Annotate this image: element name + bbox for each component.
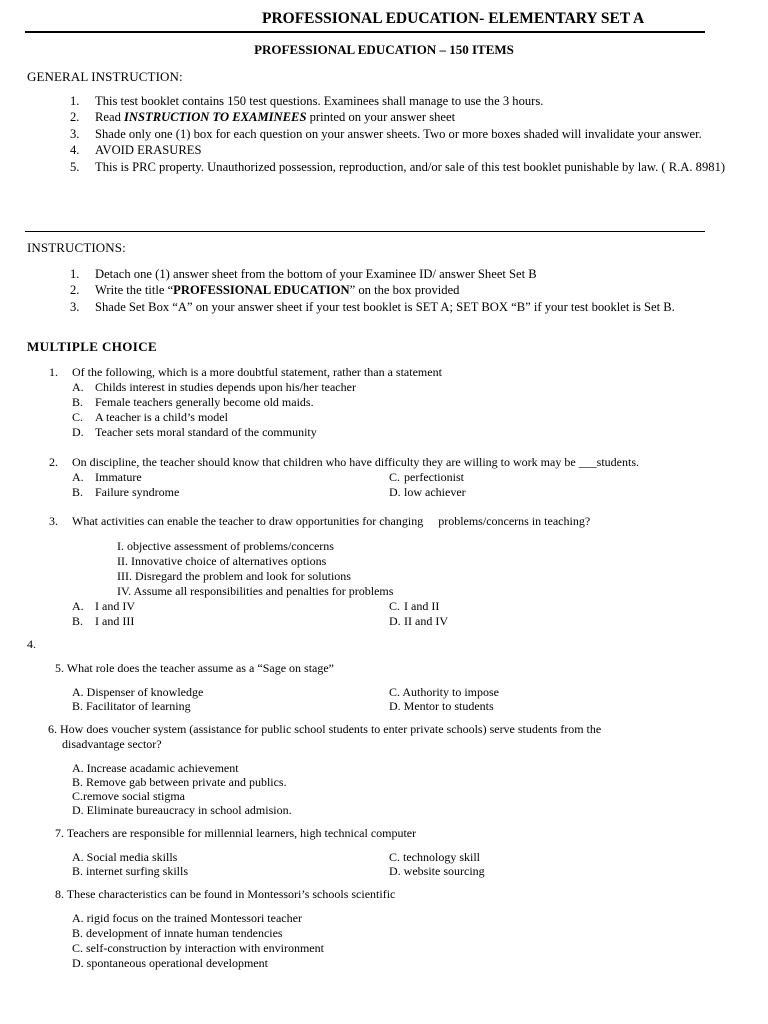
option-text: Teacher sets moral standard of the community: [95, 425, 317, 439]
header-rule: [25, 31, 705, 33]
emphasis-text: INSTRUCTION TO EXAMINEES: [124, 110, 307, 125]
option-text: C. technology skill: [389, 850, 480, 864]
option-text: A. Dispenser of knowledge: [72, 685, 204, 699]
general-instruction-list: [70, 93, 738, 175]
option-text: perfectionist: [404, 470, 464, 484]
option-text: A. Increase acadamic achievement: [72, 761, 239, 775]
question-3-text: What activities can enable the teacher to draw opportunities for changing problems/concerns in teaching?: [72, 514, 591, 528]
instructions-list: [70, 266, 738, 315]
question-1-text: Of the following, which is a more doubtful statement, rather than a statement: [72, 365, 442, 379]
option-text: I and II: [404, 599, 440, 613]
page-subtitle: PROFESSIONAL EDUCATION – 150 ITEMS: [254, 42, 514, 57]
option-letter: A.: [72, 380, 84, 394]
option-text: A. Social media skills: [72, 850, 178, 864]
option-letter: B.: [72, 485, 84, 499]
option-text: I and IV: [95, 599, 135, 613]
question-7-text: 7. Teachers are responsible for millennial learners, high technical computer: [55, 826, 417, 840]
question-6-text: 6. How does voucher system (assistance for public school students to enter private schools) serve students from the: [48, 722, 602, 736]
page-header-title: PROFESSIONAL EDUCATION- ELEMENTARY SET A: [262, 10, 645, 27]
option-letter: B.: [72, 614, 84, 628]
option-text: D. Eliminate bureaucracy in school admision.: [72, 803, 292, 817]
option-text: Immature: [95, 470, 142, 484]
question-8-text: 8. These characteristics can be found in Montessori’s schools scientific: [55, 887, 396, 901]
option-text: B. Remove gab between private and publics.: [72, 775, 287, 789]
option-text: D. website sourcing: [389, 864, 485, 878]
list-item: 1. Detach one (1) answer sheet from the bottom of your Examinee ID/ answer Sheet Set B: [70, 267, 537, 281]
option-text: C. Authority to impose: [389, 685, 500, 699]
option-text: II and IV: [404, 614, 448, 628]
list-item: 3. Shade only one (1) box for each question on your answer sheets. Two or more boxes shaded will invalidate your answer.: [70, 126, 702, 141]
option-letter: C.: [389, 599, 401, 613]
question-2-number: 2.: [49, 455, 58, 469]
option-text: Childs interest in studies depends upon his/her teacher: [95, 380, 356, 394]
option-letter: D.: [389, 485, 401, 499]
option-text: low achiever: [404, 485, 466, 499]
roman-item: II. Innovative choice of alternatives options: [117, 554, 327, 568]
option-text: A. rigid focus on the trained Montessori teacher: [72, 911, 302, 925]
option-text: B. Facilitator of learning: [72, 699, 191, 713]
question-3-number: 3.: [49, 514, 58, 528]
list-item: 2. Read INSTRUCTION TO EXAMINEES printed on your answer sheet: [70, 110, 456, 125]
option-text: C. self-construction by interaction with environment: [72, 941, 324, 955]
option-text: D. Mentor to students: [389, 699, 494, 713]
list-item: 2. Write the title “PROFESSIONAL EDUCATION” on the box provided: [70, 283, 460, 298]
option-letter: D.: [389, 614, 401, 628]
question-4-number: 4.: [27, 637, 36, 651]
question-6-text-cont: disadvantage sector?: [62, 737, 162, 751]
instructions-label: INSTRUCTIONS:: [27, 240, 126, 255]
option-letter: C.: [72, 410, 84, 424]
roman-item: I. objective assessment of problems/concerns: [117, 539, 334, 553]
option-text: Failure syndrome: [95, 485, 180, 499]
list-item: 1. This test booklet contains 150 test questions. Examinees shall manage to use the 3 hours.: [70, 94, 544, 108]
emphasis-text: PROFESSIONAL EDUCATION: [173, 283, 350, 298]
option-text: Female teachers generally become old maids.: [95, 395, 314, 409]
option-letter: C.: [389, 470, 401, 484]
option-text: C.remove social stigma: [72, 789, 185, 803]
section-divider: [25, 231, 705, 232]
list-item: 5. This is PRC property. Unauthorized possession, reproduction, and/or sale of this test booklet punishable by law. ( R.A. 8981): [70, 159, 726, 174]
option-letter: D.: [72, 425, 84, 439]
multiple-choice-title: MULTIPLE CHOICE: [27, 339, 158, 354]
question-5-text: 5. What role does the teacher assume as a “Sage on stage”: [55, 661, 334, 675]
option-letter: A.: [72, 599, 84, 613]
list-item: 4. AVOID ERASURES: [70, 143, 202, 158]
general-instruction-label: GENERAL INSTRUCTION:: [27, 69, 183, 84]
question-2-text: On discipline, the teacher should know that children who have difficulty they are willing to work may be ___students.: [72, 455, 639, 469]
option-text: D. spontaneous operational development: [72, 956, 268, 970]
roman-item: III. Disregard the problem and look for solutions: [117, 569, 351, 583]
option-text: B. internet surfing skills: [72, 864, 188, 878]
option-text: I and III: [95, 614, 135, 628]
question-1-number: 1.: [49, 365, 58, 379]
option-text: B. development of innate human tendencies: [72, 926, 283, 940]
option-letter: B.: [72, 395, 84, 409]
option-text: A teacher is a child’s model: [95, 410, 228, 424]
option-letter: A.: [72, 470, 84, 484]
list-item: 3. Shade Set Box “A” on your answer sheet if your test booklet is SET A; SET BOX “B” if your test booklet is Set B.: [70, 299, 675, 314]
roman-item: IV. Assume all responsibilities and penalties for problems: [117, 584, 394, 598]
